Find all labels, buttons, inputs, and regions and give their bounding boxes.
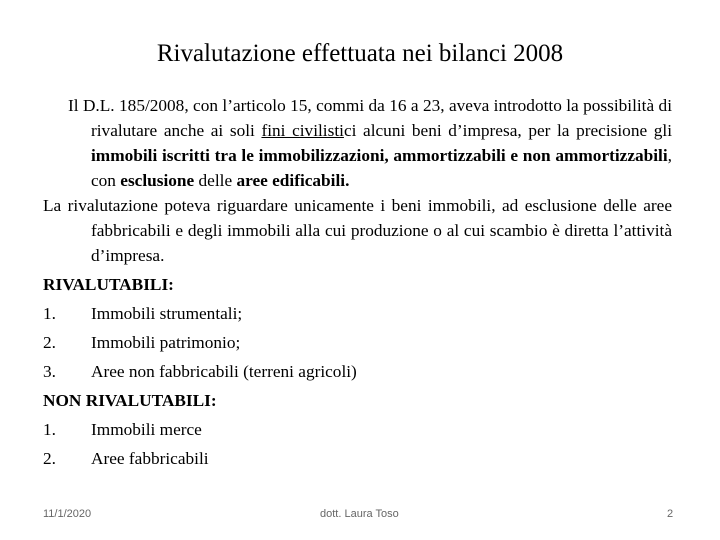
list-item-text: Immobili merce: [91, 420, 202, 439]
footer-date: 11/1/2020: [43, 508, 92, 520]
list-item-text: Immobili strumentali;: [91, 304, 243, 323]
list-item-number: 1.: [43, 304, 56, 323]
slide-title: Rivalutazione effettuata nei bilanci 2008: [156, 40, 564, 67]
intro-bold-aree: aree edificabili.: [236, 171, 350, 190]
list-item: [43, 446, 672, 471]
heading-non-rivalutabili: NON RIVALUTABILI:: [43, 391, 217, 410]
list-item-text: Aree non fabbricabili (terreni agricoli): [91, 362, 357, 381]
list-item: [43, 301, 672, 326]
list-item-number: 3.: [43, 362, 56, 381]
heading-rivalutabili: RIVALUTABILI:: [43, 275, 174, 294]
list-item-number: 2.: [43, 333, 56, 352]
intro-bold-immobili: immobili iscritti tra le immobilizzazioni, ammortizzabili e non ammortizzabili: [91, 146, 668, 165]
intro-text-e: , con: [91, 146, 672, 190]
list-item: [43, 359, 672, 384]
list-item-number: 1.: [43, 420, 56, 439]
intro-underlined-text: fini civilisti: [261, 121, 344, 140]
intro-text-c: ci alcuni beni d’impresa, per la precisione gli: [343, 121, 672, 140]
intro-text-a: Il D.L. 185/2008, con l’articolo 15, commi da 16 a 23, aveva introdotto la possibilità di rivalutare anche ai soli: [68, 96, 672, 140]
list-rivalutabili: [43, 301, 672, 384]
list-item-number: 2.: [43, 449, 56, 468]
slide-body: [43, 93, 672, 471]
list-item-text: Immobili patrimonio;: [91, 333, 241, 352]
intro-text-g: delle: [194, 171, 237, 190]
list-non-rivalutabili: [43, 417, 672, 471]
footer-page-number: 2: [667, 508, 674, 520]
paragraph-intro: [43, 93, 672, 193]
paragraph-rivalutazione: La rivalutazione poteva riguardare unicamente i beni immobili, ad esclusione delle aree fabbricabili e degli immobili alla cui produzione o al cui scambio è diretta l’attività d’impresa.: [43, 196, 672, 265]
list-item-text: Aree fabbricabili: [91, 449, 209, 468]
intro-bold-esclusione: esclusione: [120, 171, 195, 190]
footer-author: dott. Laura Toso: [320, 508, 399, 520]
list-item: [43, 417, 672, 442]
list-item: [43, 330, 672, 355]
